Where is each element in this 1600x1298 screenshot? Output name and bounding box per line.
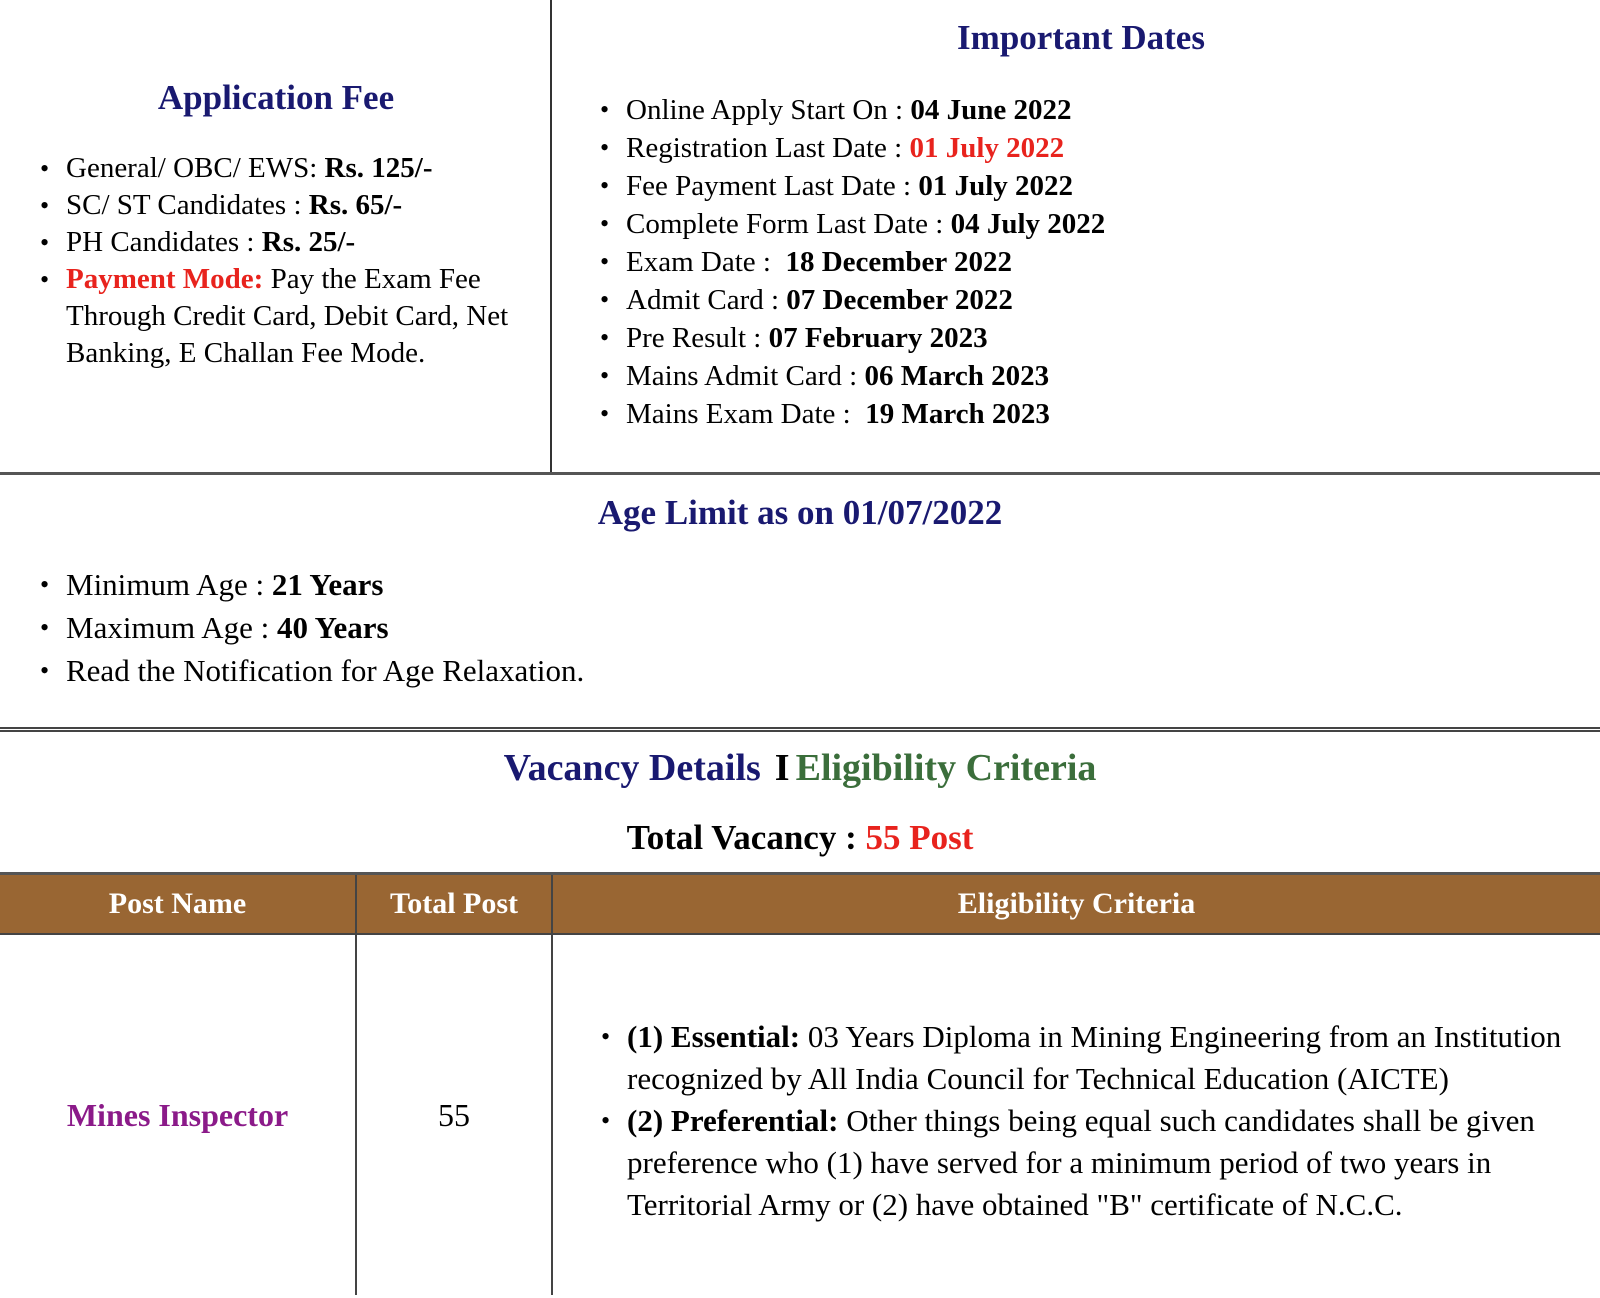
- total-vacancy-label: Total Vacancy :: [626, 818, 866, 857]
- date-label: Mains Exam Date :: [626, 398, 866, 430]
- date-label: Complete Form Last Date :: [626, 208, 951, 240]
- date-label: Fee Payment Last Date :: [626, 170, 919, 202]
- fee-value: Rs. 125/-: [324, 152, 433, 184]
- vacancy-title: [0, 746, 1600, 790]
- age-label: Minimum Age :: [66, 567, 272, 602]
- date-value: 19 March 2023: [865, 398, 1050, 430]
- fee-value: Rs. 65/-: [308, 189, 403, 221]
- date-item: [552, 357, 1600, 395]
- criteria-label: (1) Essential:: [627, 1019, 801, 1054]
- age-item: [0, 563, 1600, 606]
- date-value-highlight: 01 July 2022: [909, 132, 1065, 164]
- header-total-post: Total Post: [356, 874, 552, 935]
- vacancy-details-title: Vacancy Details: [503, 747, 761, 789]
- fee-label: General/ OBC/ EWS:: [66, 152, 325, 184]
- table-header-row: [0, 874, 1600, 935]
- fee-label: PH Candidates :: [66, 226, 262, 258]
- age-limit-list: [0, 563, 1600, 692]
- criteria-text: 03 Years Diploma in Mining Engineering from an Institution recognized by All India Council for Technical Education (AICTE): [627, 1019, 1562, 1096]
- criteria-label: (2) Preferential:: [627, 1103, 839, 1138]
- date-item: [552, 205, 1600, 243]
- eligibility-list: [553, 1016, 1600, 1226]
- payment-mode-text: Pay the Exam Fee Through Credit Card, Debit Card, Net Banking, E Challan Fee Mode.: [66, 263, 509, 369]
- date-value: 04 June 2022: [910, 94, 1072, 126]
- fee-item: [0, 224, 552, 261]
- date-label: Online Apply Start On :: [626, 94, 911, 126]
- title-separator: I: [774, 747, 790, 789]
- fee-item: [0, 187, 552, 224]
- vacancy-table: [0, 872, 1600, 1295]
- table-row: [0, 934, 1600, 1295]
- date-item: [552, 319, 1600, 357]
- date-item: [552, 91, 1600, 129]
- eligibility-cell: [552, 934, 1600, 1295]
- important-dates-list: [552, 91, 1600, 433]
- vacancy-heading: [0, 732, 1600, 872]
- age-limit-section: [0, 475, 1600, 732]
- criteria-item: [553, 1016, 1600, 1100]
- age-item: [0, 606, 1600, 649]
- age-label: Maximum Age :: [66, 610, 277, 645]
- date-value: 18 December 2022: [785, 246, 1013, 278]
- date-value: 06 March 2023: [864, 360, 1050, 392]
- header-post-name: Post Name: [0, 874, 356, 935]
- age-value: 21 Years: [271, 567, 384, 602]
- age-limit-title: Age Limit as on 01/07/2022: [597, 493, 1003, 532]
- date-label: Mains Admit Card :: [626, 360, 865, 392]
- date-item: [552, 281, 1600, 319]
- date-item: [552, 395, 1600, 433]
- date-item: [552, 129, 1600, 167]
- criteria-item: [553, 1100, 1600, 1226]
- date-label: Pre Result :: [626, 322, 769, 354]
- payment-mode-label: Payment Mode:: [66, 263, 264, 295]
- age-relaxation-note: Read the Notification for Age Relaxation.: [66, 653, 585, 688]
- date-value: 04 July 2022: [950, 208, 1106, 240]
- total-vacancy: [0, 818, 1600, 858]
- date-value: 07 February 2023: [768, 322, 988, 354]
- age-value: 40 Years: [276, 610, 389, 645]
- date-label: Exam Date :: [626, 246, 786, 278]
- payment-mode-item: [0, 261, 552, 372]
- eligibility-criteria-title: Eligibility Criteria: [795, 747, 1097, 789]
- fee-label: SC/ ST Candidates :: [66, 189, 309, 221]
- important-dates-title: Important Dates: [957, 18, 1205, 57]
- date-value: 07 December 2022: [786, 284, 1013, 316]
- date-label: Admit Card :: [626, 284, 787, 316]
- fee-value: Rs. 25/-: [261, 226, 356, 258]
- criteria-text: Other things being equal such candidates shall be given preference who (1) have served for a minimum period of two years in Territorial Army or (2) have obtained "B" certificate of N.C.C.: [627, 1103, 1535, 1222]
- date-value: 01 July 2022: [918, 170, 1074, 202]
- header-eligibility-criteria: Eligibility Criteria: [552, 874, 1600, 935]
- important-dates-panel: [552, 0, 1600, 472]
- date-label: Registration Last Date :: [626, 132, 910, 164]
- date-item: [552, 243, 1600, 281]
- total-post-cell: 55: [356, 934, 552, 1295]
- age-item: [0, 649, 1600, 692]
- date-item: [552, 167, 1600, 205]
- application-fee-panel: [0, 0, 552, 472]
- total-vacancy-value: 55 Post: [865, 818, 974, 857]
- fee-item: [0, 150, 552, 187]
- application-fee-list: [0, 150, 552, 372]
- post-name-cell: Mines Inspector: [0, 934, 356, 1295]
- application-fee-title: Application Fee: [157, 78, 395, 117]
- fee-dates-section: [0, 0, 1600, 475]
